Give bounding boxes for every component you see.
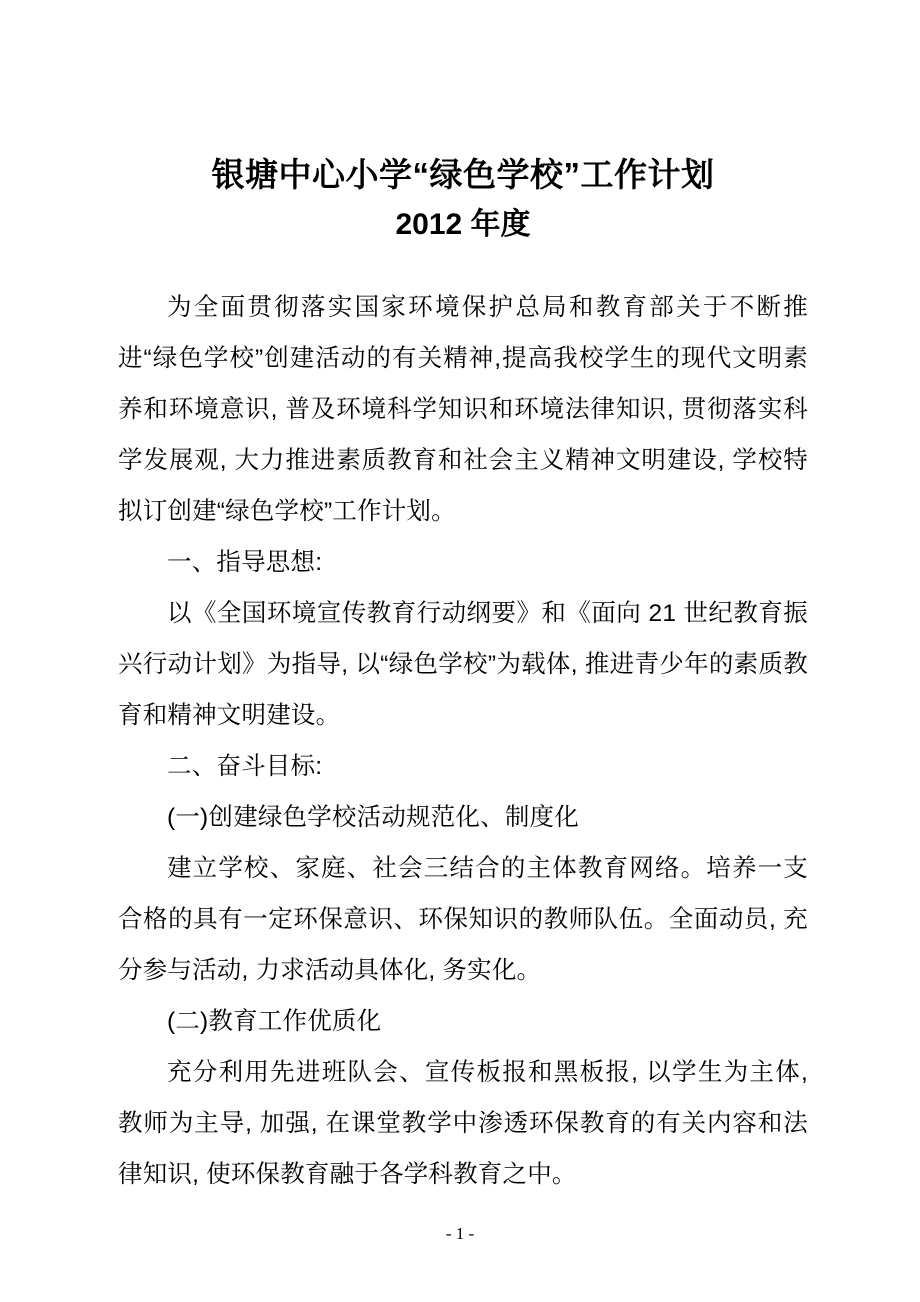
page-number: - 1 - bbox=[445, 1224, 475, 1243]
section-heading-guiding-ideology: 一、指导思想: bbox=[167, 549, 323, 576]
subsection-heading-two: (二)教育工作优质化 bbox=[167, 1008, 382, 1035]
paragraph: 为全面贯彻落实国家环境保护总局和教育部关于不断推进“绿色学校”创建活动的有关精神,提高我校学生的现代文明素养和环境意识, 普及环境科学知识和环境法律知识, 贯彻落实科学发展观, 大力推进素质教育和社会主义精神文明建设, 学校特拟订创建“绿色学校”工作计划。 bbox=[118, 294, 808, 525]
page-subtitle: 2012 年度 bbox=[395, 208, 531, 241]
paragraph: 充分利用先进班队会、宣传板报和黑板报, 以学生为主体, 教师为主导, 加强, 在课堂教学中渗透环保教育的有关内容和法律知识, 使环保教育融于各学科教育之中。 bbox=[118, 1059, 808, 1188]
page-title: 银塘中心小学“绿色学校”工作计划 bbox=[211, 156, 715, 193]
document-content bbox=[118, 150, 808, 1200]
paragraph: 以《全国环境宣传教育行动纲要》和《面向 21 世纪教育振兴行动计划》为指导, 以“绿色学校”为载体, 推进青少年的素质教育和精神文明建设。 bbox=[118, 600, 808, 729]
section-heading-goals: 二、奋斗目标: bbox=[167, 753, 323, 780]
subsection-heading-one: (一)创建绿色学校活动规范化、制度化 bbox=[167, 804, 579, 831]
document-body bbox=[118, 282, 808, 1200]
paragraph: 建立学校、家庭、社会三结合的主体教育网络。培养一支合格的具有一定环保意识、环保知识的教师队伍。全面动员, 充分参与活动, 力求活动具体化, 务实化。 bbox=[118, 855, 808, 984]
